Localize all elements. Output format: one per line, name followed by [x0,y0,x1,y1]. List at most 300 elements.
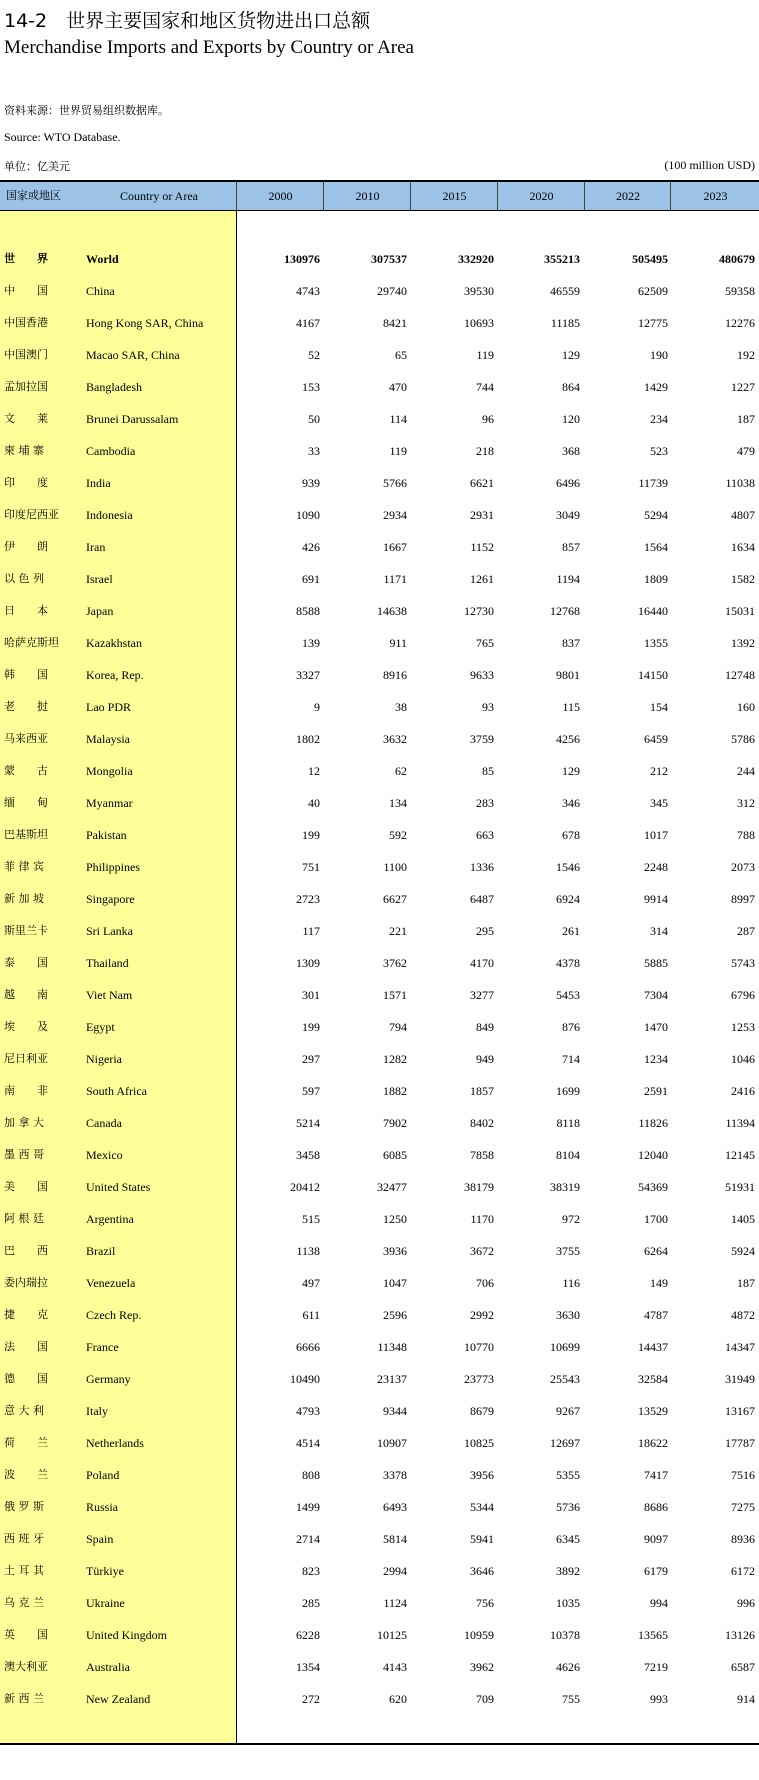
country-name-en: Bangladesh [86,380,142,394]
value-cell-2023: 11038 [725,476,755,490]
country-name-en: Hong Kong SAR, China [86,316,204,330]
value-cell-2010: 11348 [377,1340,407,1354]
value-cell-2015: 8402 [470,1116,494,1130]
table-row [0,755,759,787]
value-cell-2000: 52 [308,348,320,362]
table-row [0,1171,759,1203]
value-cell-2015: 10959 [464,1628,494,1642]
country-name-en: Argentina [86,1212,134,1226]
value-cell-2022: 314 [650,924,668,938]
value-cell-2023: 31949 [725,1372,755,1386]
country-name-cn: 孟加拉国 [4,380,48,393]
value-cell-2000: 5214 [296,1116,320,1130]
value-cell-2010: 3378 [383,1468,407,1482]
header-year: 2022 [584,182,671,210]
value-cell-2010: 114 [389,412,407,426]
value-cell-2023: 59358 [725,284,755,298]
value-cell-2023: 6172 [731,1564,755,1578]
country-name-en: United Kingdom [86,1628,167,1642]
header-country-en: Country or Area [120,189,198,203]
table-title-en: Merchandise Imports and Exports by Country or Area [4,37,414,58]
value-cell-2010: 9344 [383,1404,407,1418]
value-cell-2000: 1802 [296,732,320,746]
value-cell-2000: 50 [308,412,320,426]
country-name-en: Türkiye [86,1564,124,1578]
value-cell-2000: 4167 [296,316,320,330]
value-cell-2023: 12748 [725,668,755,682]
value-cell-2015: 663 [476,828,494,842]
country-name-cn: 委内瑞拉 [4,1276,48,1289]
value-cell-2023: 11394 [725,1116,755,1130]
header-year: 2000 [236,182,324,210]
value-cell-2020: 5736 [556,1500,580,1514]
country-name-en: Korea, Rep. [86,668,144,682]
value-cell-2020: 116 [562,1276,580,1290]
value-cell-2015: 949 [476,1052,494,1066]
table-row [0,275,759,307]
value-cell-2015: 706 [476,1276,494,1290]
value-cell-2022: 7304 [644,988,668,1002]
value-cell-2000: 3327 [296,668,320,682]
header-year: 2010 [323,182,411,210]
country-name-cn: 菲 律 宾 [4,860,44,873]
table-row [0,979,759,1011]
value-cell-2020: 8104 [556,1148,580,1162]
value-cell-2023: 51931 [725,1180,755,1194]
value-cell-2023: 15031 [725,604,755,618]
table-row [0,915,759,947]
value-cell-2023: 1634 [731,540,755,554]
value-cell-2020: 129 [562,348,580,362]
table-row [0,563,759,595]
country-name-cn: 文 莱 [4,412,48,425]
value-cell-2010: 5814 [383,1532,407,1546]
value-cell-2022: 4787 [644,1308,668,1322]
value-cell-2015: 10770 [464,1340,494,1354]
country-name-en: Netherlands [86,1436,144,1450]
value-cell-2020: 5355 [556,1468,580,1482]
country-name-cn: 美 国 [4,1180,48,1193]
country-name-en: Mongolia [86,764,133,778]
value-cell-2010: 8421 [383,316,407,330]
country-name-en: Australia [86,1660,130,1674]
value-cell-2010: 6085 [383,1148,407,1162]
value-cell-2020: 46559 [550,284,580,298]
value-cell-2022: 6264 [644,1244,668,1258]
value-cell-2022: 6459 [644,732,668,746]
value-cell-2020: 9267 [556,1404,580,1418]
value-cell-2010: 221 [389,924,407,938]
table-row [0,883,759,915]
country-name-cn: 泰 国 [4,956,48,969]
country-name-en: Sri Lanka [86,924,133,938]
value-cell-2022: 14437 [638,1340,668,1354]
value-cell-2023: 1227 [731,380,755,394]
value-cell-2023: 788 [737,828,755,842]
value-cell-2022: 6179 [644,1564,668,1578]
country-name-cn: 尼日利亚 [4,1052,48,1065]
value-cell-2000: 3458 [296,1148,320,1162]
value-cell-2015: 218 [476,444,494,458]
value-cell-2000: 597 [302,1084,320,1098]
value-cell-2020: 857 [562,540,580,554]
value-cell-2020: 5453 [556,988,580,1002]
value-cell-2023: 5786 [731,732,755,746]
value-cell-2000: 4514 [296,1436,320,1450]
value-cell-2010: 6627 [383,892,407,906]
value-cell-2000: 6228 [296,1628,320,1642]
value-cell-2000: 33 [308,444,320,458]
value-cell-2020: 6496 [556,476,580,490]
country-name-cn: 埃 及 [4,1020,48,1033]
value-cell-2020: 755 [562,1692,580,1706]
value-cell-2000: 1090 [296,508,320,522]
value-cell-2000: 426 [302,540,320,554]
value-cell-2000: 1138 [296,1244,320,1258]
value-cell-2015: 283 [476,796,494,810]
value-cell-2015: 765 [476,636,494,650]
country-name-cn: 巴 西 [4,1244,48,1257]
value-cell-2015: 5344 [470,1500,494,1514]
value-cell-2000: 117 [302,924,320,938]
value-cell-2023: 5743 [731,956,755,970]
value-cell-2022: 12040 [638,1148,668,1162]
value-cell-2010: 3936 [383,1244,407,1258]
value-cell-2015: 6621 [470,476,494,490]
value-cell-2022: 1809 [644,572,668,586]
country-name-cn: 印度尼西亚 [4,508,59,521]
country-name-en: Viet Nam [86,988,133,1002]
country-name-en: Macao SAR, China [86,348,180,362]
value-cell-2023: 1582 [731,572,755,586]
country-name-cn: 西 班 牙 [4,1532,44,1545]
unit-label-cn: 单位：亿美元 [4,160,70,173]
country-name-en: Poland [86,1468,120,1482]
country-name-en: Indonesia [86,508,133,522]
country-name-cn: 德 国 [4,1372,48,1385]
value-cell-2015: 2992 [470,1308,494,1322]
value-cell-2023: 8997 [731,892,755,906]
value-cell-2023: 4807 [731,508,755,522]
table-row [0,1331,759,1363]
value-cell-2020: 115 [562,700,580,714]
country-name-en: Venezuela [86,1276,136,1290]
value-cell-2010: 4143 [383,1660,407,1674]
value-cell-2020: 11185 [550,316,580,330]
value-cell-2010: 1171 [383,572,407,586]
value-cell-2023: 287 [737,924,755,938]
value-cell-2022: 505495 [632,252,668,266]
value-cell-2015: 1152 [470,540,494,554]
country-name-cn: 法 国 [4,1340,48,1353]
table-row [0,627,759,659]
value-cell-2010: 62 [395,764,407,778]
country-name-en: Cambodia [86,444,136,458]
table-row [0,851,759,883]
value-cell-2022: 1564 [644,540,668,554]
value-cell-2020: 129 [562,764,580,778]
value-cell-2000: 153 [302,380,320,394]
table-row [0,1075,759,1107]
value-cell-2015: 756 [476,1596,494,1610]
value-cell-2023: 13167 [725,1404,755,1418]
value-cell-2023: 8936 [731,1532,755,1546]
table-row [0,1427,759,1459]
value-cell-2010: 8916 [383,668,407,682]
table-row [0,1619,759,1651]
table-row [0,1267,759,1299]
country-name-cn: 土 耳 其 [4,1564,44,1577]
table-row [0,1523,759,1555]
table-row [0,595,759,627]
value-cell-2023: 6796 [731,988,755,1002]
country-name-en: Japan [86,604,114,618]
country-name-en: World [86,252,119,266]
value-cell-2023: 160 [737,700,755,714]
value-cell-2000: 297 [302,1052,320,1066]
value-cell-2023: 244 [737,764,755,778]
table-row [0,1491,759,1523]
value-cell-2020: 678 [562,828,580,842]
country-name-cn: 墨 西 哥 [4,1148,44,1161]
value-cell-2010: 592 [389,828,407,842]
table-row [0,1011,759,1043]
value-cell-2023: 7275 [731,1500,755,1514]
value-cell-2000: 6666 [296,1340,320,1354]
value-cell-2015: 5941 [470,1532,494,1546]
country-name-cn: 巴基斯坦 [4,828,48,841]
value-cell-2000: 2714 [296,1532,320,1546]
header-year: 2015 [410,182,498,210]
value-cell-2010: 2994 [383,1564,407,1578]
country-name-cn: 中国澳门 [4,348,48,361]
value-cell-2015: 39530 [464,284,494,298]
table-row [0,1555,759,1587]
country-name-cn: 越 南 [4,988,48,1001]
value-cell-2022: 9914 [644,892,668,906]
value-cell-2020: 876 [562,1020,580,1034]
table-row [0,947,759,979]
value-cell-2000: 497 [302,1276,320,1290]
value-cell-2020: 10378 [550,1628,580,1642]
country-name-en: Brunei Darussalam [86,412,179,426]
value-cell-2010: 470 [389,380,407,394]
country-name-en: France [86,1340,119,1354]
value-cell-2023: 1405 [731,1212,755,1226]
value-cell-2020: 6345 [556,1532,580,1546]
country-name-en: Czech Rep. [86,1308,142,1322]
value-cell-2023: 6587 [731,1660,755,1674]
country-name-en: China [86,284,115,298]
country-name-cn: 世 界 [4,252,48,265]
value-cell-2022: 5294 [644,508,668,522]
value-cell-2000: 139 [302,636,320,650]
value-cell-2020: 120 [562,412,580,426]
table-row [0,1587,759,1619]
country-name-cn: 荷 兰 [4,1436,48,1449]
value-cell-2010: 794 [389,1020,407,1034]
table-row [0,371,759,403]
table-row [0,403,759,435]
value-cell-2022: 1017 [644,828,668,842]
country-name-cn: 蒙 古 [4,764,48,777]
country-name-en: Iran [86,540,106,554]
value-cell-2000: 1499 [296,1500,320,1514]
table-title-cn: 14-2 世界主要国家和地区货物进出口总额 [4,10,371,32]
value-cell-2022: 13565 [638,1628,668,1642]
value-cell-2010: 65 [395,348,407,362]
country-name-cn: 俄 罗 斯 [4,1500,44,1513]
country-name-cn: 缅 甸 [4,796,48,809]
value-cell-2022: 18622 [638,1436,668,1450]
value-cell-2022: 345 [650,796,668,810]
country-name-en: Thailand [86,956,129,970]
value-cell-2015: 10693 [464,316,494,330]
value-cell-2015: 7858 [470,1148,494,1162]
value-cell-2010: 119 [389,444,407,458]
value-cell-2015: 6487 [470,892,494,906]
table-row [0,1203,759,1235]
value-cell-2022: 11826 [638,1116,668,1130]
value-cell-2010: 1571 [383,988,407,1002]
value-cell-2020: 12697 [550,1436,580,1450]
value-cell-2020: 3755 [556,1244,580,1258]
table-row [0,1299,759,1331]
value-cell-2020: 3049 [556,508,580,522]
value-cell-2023: 2073 [731,860,755,874]
country-name-cn: 老 挝 [4,700,48,713]
value-cell-2022: 5885 [644,956,668,970]
country-name-en: Lao PDR [86,700,131,714]
country-name-cn: 澳大利亚 [4,1660,48,1673]
value-cell-2023: 2416 [731,1084,755,1098]
value-cell-2015: 849 [476,1020,494,1034]
value-cell-2022: 1470 [644,1020,668,1034]
value-cell-2020: 3892 [556,1564,580,1578]
value-cell-2015: 9633 [470,668,494,682]
value-cell-2000: 9 [314,700,320,714]
value-cell-2022: 7219 [644,1660,668,1674]
value-cell-2023: 480679 [719,252,755,266]
country-name-cn: 新 西 兰 [4,1692,44,1705]
value-cell-2000: 691 [302,572,320,586]
value-cell-2022: 234 [650,412,668,426]
value-cell-2000: 285 [302,1596,320,1610]
value-cell-2015: 93 [482,700,494,714]
value-cell-2000: 939 [302,476,320,490]
value-cell-2010: 2596 [383,1308,407,1322]
value-cell-2010: 1100 [383,860,407,874]
table-row [0,1043,759,1075]
value-cell-2022: 16440 [638,604,668,618]
value-cell-2000: 823 [302,1564,320,1578]
value-cell-2010: 1667 [383,540,407,554]
source-note-cn: 资料来源：世界贸易组织数据库。 [4,104,169,117]
country-name-en: Russia [86,1500,119,1514]
bottom-rule [0,1743,759,1745]
value-cell-2023: 996 [737,1596,755,1610]
country-name-en: Israel [86,572,113,586]
value-cell-2023: 1392 [731,636,755,650]
value-cell-2015: 3646 [470,1564,494,1578]
table-row [0,723,759,755]
header-year: 2020 [497,182,585,210]
value-cell-2015: 744 [476,380,494,394]
value-cell-2010: 134 [389,796,407,810]
value-cell-2010: 5766 [383,476,407,490]
value-cell-2000: 2723 [296,892,320,906]
value-cell-2020: 8118 [556,1116,580,1130]
country-name-cn: 韩 国 [4,668,48,681]
country-name-en: Brazil [86,1244,116,1258]
value-cell-2022: 62509 [638,284,668,298]
country-name-en: Pakistan [86,828,127,842]
value-cell-2010: 32477 [377,1180,407,1194]
value-cell-2020: 1035 [556,1596,580,1610]
table-row [0,819,759,851]
country-name-cn: 乌 克 兰 [4,1596,44,1609]
country-name-cn: 哈萨克斯坦 [4,636,59,649]
value-cell-2000: 8588 [296,604,320,618]
country-name-cn: 伊 朗 [4,540,48,553]
value-cell-2020: 972 [562,1212,580,1226]
value-cell-2000: 40 [308,796,320,810]
country-name-cn: 印 度 [4,476,48,489]
value-cell-2023: 12145 [725,1148,755,1162]
value-cell-2020: 864 [562,380,580,394]
table-row [0,1459,759,1491]
value-cell-2023: 1046 [731,1052,755,1066]
value-cell-2022: 11739 [638,476,668,490]
value-cell-2022: 2591 [644,1084,668,1098]
value-cell-2022: 12775 [638,316,668,330]
value-cell-2000: 301 [302,988,320,1002]
value-cell-2000: 808 [302,1468,320,1482]
value-cell-2020: 9801 [556,668,580,682]
value-cell-2010: 38 [395,700,407,714]
value-cell-2000: 272 [302,1692,320,1706]
value-cell-2020: 837 [562,636,580,650]
value-cell-2000: 751 [302,860,320,874]
country-name-en: Italy [86,1404,108,1418]
value-cell-2000: 199 [302,1020,320,1034]
value-cell-2000: 20412 [290,1180,320,1194]
value-cell-2010: 2934 [383,508,407,522]
value-cell-2020: 3630 [556,1308,580,1322]
value-cell-2010: 1250 [383,1212,407,1226]
value-cell-2022: 1234 [644,1052,668,1066]
value-cell-2022: 994 [650,1596,668,1610]
value-cell-2015: 295 [476,924,494,938]
value-cell-2015: 23773 [464,1372,494,1386]
value-cell-2000: 4793 [296,1404,320,1418]
country-name-en: Mexico [86,1148,123,1162]
value-cell-2015: 3956 [470,1468,494,1482]
table-row [0,307,759,339]
source-note-en: Source: WTO Database. [4,130,121,144]
value-cell-2022: 2248 [644,860,668,874]
value-cell-2023: 192 [737,348,755,362]
value-cell-2020: 1546 [556,860,580,874]
value-cell-2020: 10699 [550,1340,580,1354]
header-country-cn: 国家或地区 [6,189,61,202]
country-name-en: India [86,476,111,490]
table-row [0,1107,759,1139]
value-cell-2015: 3962 [470,1660,494,1674]
table-row [0,1363,759,1395]
value-cell-2000: 611 [302,1308,320,1322]
value-cell-2020: 714 [562,1052,580,1066]
